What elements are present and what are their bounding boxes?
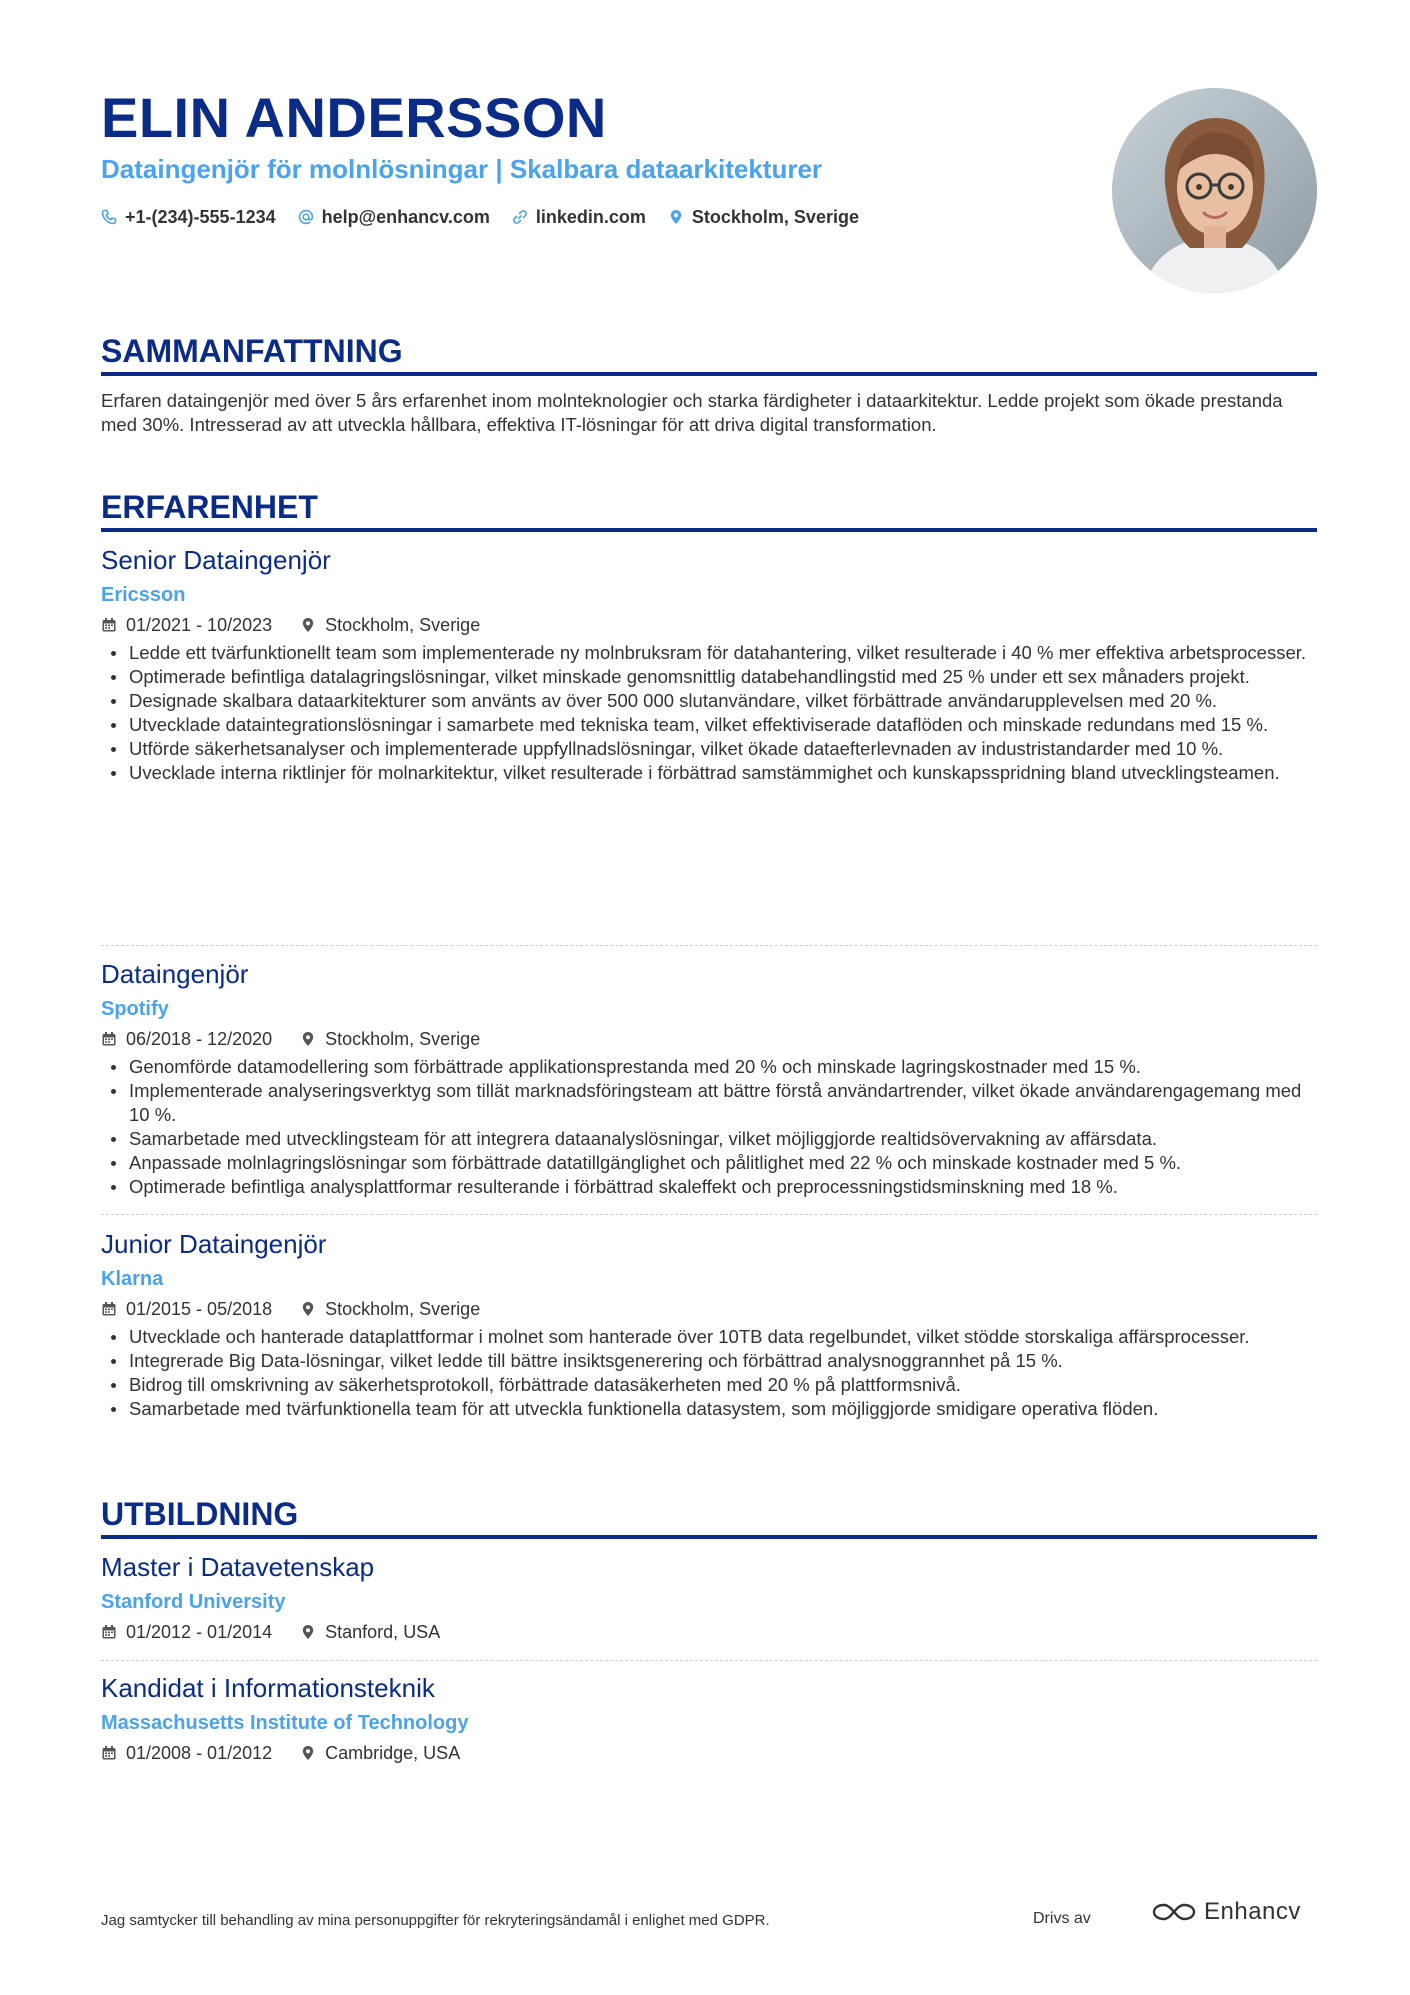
education-entry <box>101 1550 1317 1644</box>
job-bullet: Designade skalbara dataarkitekturer som använts av över 500 000 slutanvändare, vilket förbättrade användarupplevelsen med 20 %. <box>101 689 1317 713</box>
job-bullet: Ledde ett tvärfunktionellt team som implementerade ny molnbruksram för datahantering, vilket resulterade i 40 % mer effektiva arbetsprocesser. <box>101 641 1317 665</box>
job-bullet: Uvecklade interna riktlinjer för molnarkitektur, vilket resulterade i förbättrad samstämmighet och kunskapsspridning bland utvecklingsteamen. <box>101 761 1317 785</box>
summary-heading: SAMMANFATTNING <box>101 333 403 369</box>
education-dates-text: 01/2012 - 01/2014 <box>126 1622 273 1642</box>
summary-divider <box>101 372 1317 376</box>
job-dates-text: 01/2021 - 10/2023 <box>126 615 273 635</box>
job-bullet: Optimerade befintliga analysplattformar resulterande i förbättrad skaleffekt och preprocessningstidsminskning med 18 %. <box>101 1175 1317 1199</box>
entry-divider <box>101 945 1317 946</box>
at-icon <box>298 209 314 225</box>
education-location-text: Stanford, USA <box>325 1622 441 1642</box>
job-bullet: Samarbetade med utvecklingsteam för att integrera dataanalyslösningar, vilket möjliggjorde realtidsövervakning av affärsdata. <box>101 1127 1317 1151</box>
job-meta <box>101 613 1317 637</box>
calendar-icon <box>101 1624 117 1640</box>
education-degree: Master i Datavetenskap <box>101 1552 375 1582</box>
education-location <box>300 1741 460 1765</box>
enhancv-logo-text: Enhancv <box>1204 1898 1301 1925</box>
calendar-icon <box>101 1745 117 1761</box>
job-bullet: Optimerade befintliga datalagringslösningar, vilket minskade genomsnittlig databehandlingstid med 25 % under ett sex månaders projekt. <box>101 665 1317 689</box>
email-text: help@enhancv.com <box>321 207 490 227</box>
education-heading: UTBILDNING <box>101 1496 299 1532</box>
enhancv-logo[interactable] <box>1150 1898 1301 1926</box>
education-dates <box>101 1741 272 1765</box>
job-entry <box>101 957 1317 1199</box>
job-bullet: Integrerade Big Data-lösningar, vilket ledde till bättre insiktsgenerering och förbättrad analysnoggrannhet på 15 %. <box>101 1349 1317 1373</box>
job-bullet: Utförde säkerhetsanalyser och implementerade uppfyllnadslösningar, vilket ökade dataefterlevnaden av industristandarder med 10 %. <box>101 737 1317 761</box>
job-role: Senior Dataingenjör <box>101 545 331 575</box>
job-location <box>300 1297 480 1321</box>
entry-divider <box>101 1660 1317 1661</box>
contact-phone[interactable] <box>101 204 276 230</box>
job-bullet: Genomförde datamodellering som förbättrade applikationsprestanda med 20 % och minskade lagringskostnader med 15 %. <box>101 1055 1317 1079</box>
job-bullets <box>101 641 1317 785</box>
gdpr-consent: Jag samtycker till behandling av mina personuppgifter för rekryteringsändamål i enlighet med GDPR. <box>101 1912 770 1929</box>
education-entry <box>101 1671 1317 1765</box>
job-location <box>300 613 480 637</box>
job-location <box>300 1027 480 1051</box>
linkedin-text: linkedin.com <box>535 207 646 227</box>
calendar-icon <box>101 617 117 633</box>
job-role: Junior Dataingenjör <box>101 1229 327 1259</box>
education-divider <box>101 1535 1317 1539</box>
job-bullet: Utvecklade dataintegrationslösningar i samarbete med tekniska team, vilket effektiviserade dataflöden och minskade redundans med 15 %. <box>101 713 1317 737</box>
job-meta <box>101 1027 1317 1051</box>
calendar-icon <box>101 1301 117 1317</box>
profile-photo <box>1112 88 1317 293</box>
education-meta <box>101 1620 1317 1644</box>
job-dates <box>101 1297 272 1321</box>
job-entry <box>101 543 1317 785</box>
job-location-text: Stockholm, Sverige <box>325 1029 481 1049</box>
job-bullets <box>101 1055 1317 1199</box>
job-location-text: Stockholm, Sverige <box>325 1299 481 1319</box>
job-dates-text: 01/2015 - 05/2018 <box>126 1299 273 1319</box>
job-dates-text: 06/2018 - 12/2020 <box>126 1029 273 1049</box>
job-role: Dataingenjör <box>101 959 249 989</box>
education-meta <box>101 1741 1317 1765</box>
education-school: Stanford University <box>101 1591 286 1613</box>
candidate-name: ELIN ANDERSSON <box>101 86 607 149</box>
location-pin-icon <box>300 1624 316 1640</box>
powered-by-label: Drivs av <box>1033 1910 1091 1927</box>
job-dates <box>101 613 272 637</box>
job-bullet: Utvecklade och hanterade dataplattformar i molnet som hanterade över 10TB data regelbundet, vilket stödde storskaliga affärsprocesser. <box>101 1325 1317 1349</box>
job-bullet: Implementerade analyseringsverktyg som tillät marknadsföringsteam att bättre förstå användartrender, vilket ökade användarengagemang med 10 %. <box>101 1079 1317 1127</box>
education-degree: Kandidat i Informationsteknik <box>101 1673 435 1703</box>
entry-divider <box>101 1214 1317 1215</box>
candidate-title: Dataingenjör för molnlösningar | Skalbara dataarkitekturer <box>101 154 823 184</box>
contact-bar <box>101 204 859 230</box>
job-meta <box>101 1297 1317 1321</box>
job-bullet: Samarbetade med tvärfunktionella team för att utveckla funktionella datasystem, som möjliggjorde smidigare operativa flöden. <box>101 1397 1317 1421</box>
location-pin-icon <box>300 1745 316 1761</box>
calendar-icon <box>101 1031 117 1047</box>
job-company: Ericsson <box>101 584 186 606</box>
contact-linkedin[interactable] <box>512 204 646 230</box>
education-dates <box>101 1620 272 1644</box>
education-dates-text: 01/2008 - 01/2012 <box>126 1743 273 1763</box>
education-location-text: Cambridge, USA <box>325 1743 461 1763</box>
summary-text: Erfaren dataingenjör med över 5 års erfarenhet inom molnteknologier och starka färdigheter i dataarkitektur. Ledde projekt som ökade prestanda med 30%. Intresserad av att utveckla hållbara, effektiva IT-lösningar för att driva digital transformation. <box>101 390 1283 435</box>
education-school: Massachusetts Institute of Technology <box>101 1712 469 1734</box>
education-location <box>300 1620 440 1644</box>
location-text: Stockholm, Sverige <box>691 207 859 227</box>
job-bullets <box>101 1325 1317 1421</box>
contact-email[interactable] <box>298 204 490 230</box>
job-dates <box>101 1027 272 1051</box>
experience-heading: ERFARENHET <box>101 489 318 525</box>
location-pin-icon <box>300 1301 316 1317</box>
phone-text: +1-(234)-555-1234 <box>125 207 276 227</box>
contact-location <box>668 204 859 230</box>
location-pin-icon <box>300 617 316 633</box>
job-entry <box>101 1227 1317 1421</box>
location-pin-icon <box>668 209 684 225</box>
phone-icon <box>101 209 117 225</box>
job-company: Spotify <box>101 998 169 1020</box>
enhancv-logo-icon <box>1150 1899 1198 1925</box>
job-bullet: Bidrog till omskrivning av säkerhetsprotokoll, förbättrade datasäkerheten med 20 % på plattformsnivå. <box>101 1373 1317 1397</box>
job-company: Klarna <box>101 1268 164 1290</box>
job-location-text: Stockholm, Sverige <box>325 615 481 635</box>
experience-divider <box>101 528 1317 532</box>
location-pin-icon <box>300 1031 316 1047</box>
job-bullet: Anpassade molnlagringslösningar som förbättrade datatillgänglighet och pålitlighet med 22 % och minskade kostnader med 5 %. <box>101 1151 1317 1175</box>
link-icon <box>512 209 528 225</box>
